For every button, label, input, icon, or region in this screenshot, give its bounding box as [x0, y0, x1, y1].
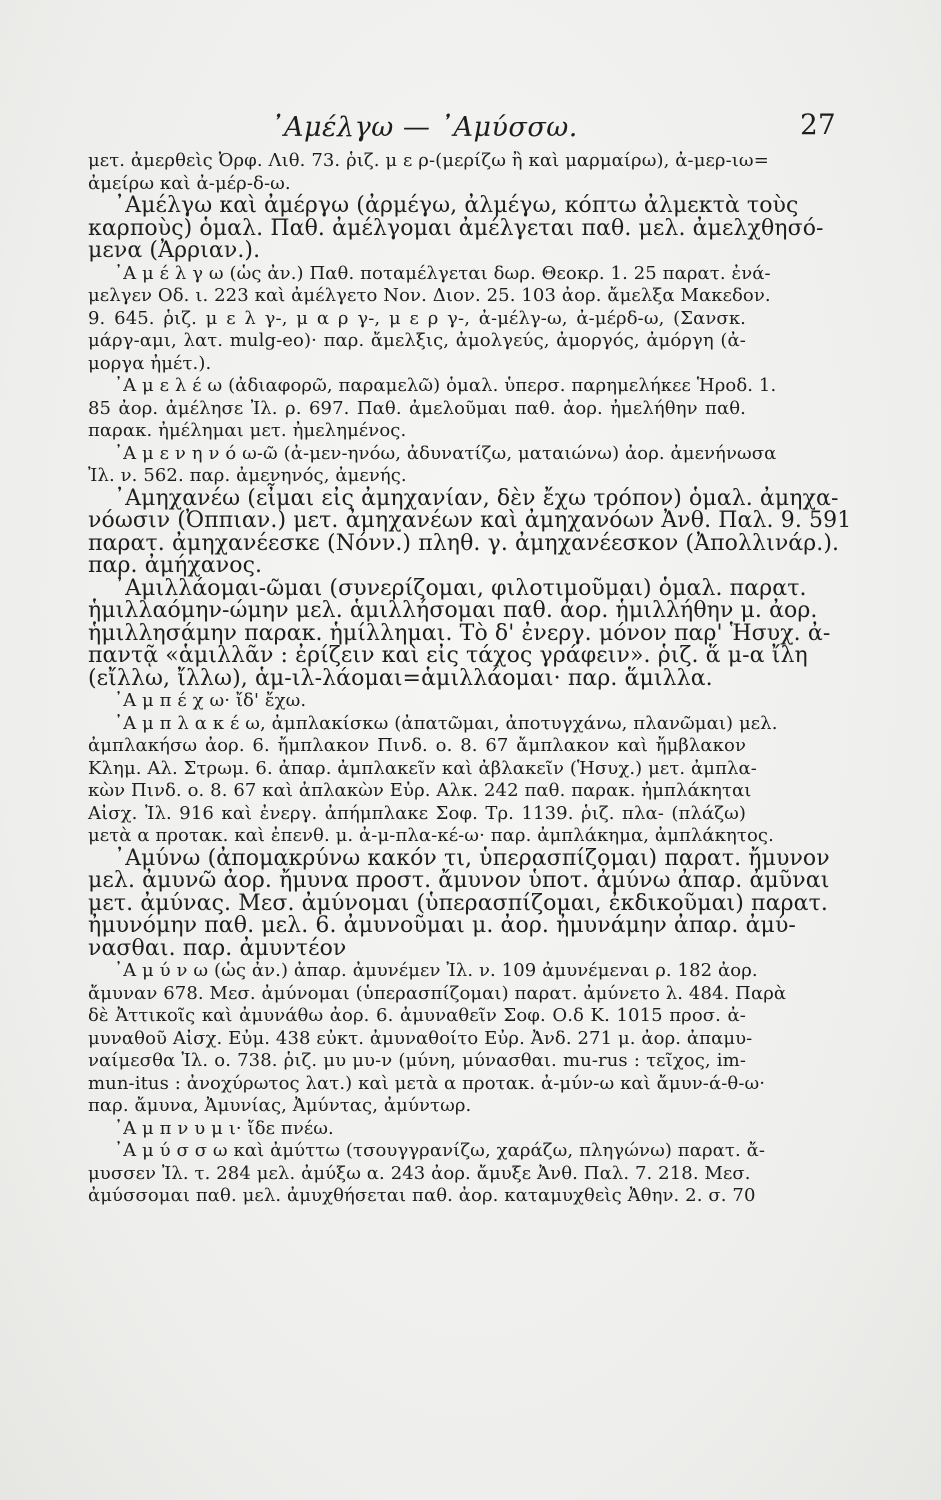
text-line: Κλημ. Αλ. Στρωμ. 6. ἀπαρ. ἀμπλακεῖν καὶ ἀβλακεῖν (Ἡσυχ.) μετ. ἀμπλα- — [88, 757, 757, 779]
text-line: (εἴλλω, ἴλλω), ἁμ-ιλ-λάομαι=ἁμιλλάομαι· παρ. ἅμιλλα. — [88, 665, 713, 691]
text-line: ᾿Α μ π λ α κ έ ω, ἀμπλακίσκω (ἀπατῶμαι, ἀποτυγχάνω, πλανῶμαι) μελ. — [114, 712, 778, 734]
text-line: mun-itus : ἀνοχύρωτος λατ.) καὶ μετὰ α προτακ. ἀ-μύν-ω καὶ ἄμυν-ά-θ-ω· — [88, 1072, 766, 1094]
text-line: μενα (Ἀρριαν.). — [88, 238, 261, 263]
text-line: καρποὺς) ὁμαλ. Παθ. ἀμέλγομαι ἀμέλγεται παθ. μελ. ἀμελχθησό- — [88, 215, 824, 241]
text-line: παρ. ἀμήχανος. — [88, 553, 263, 578]
text-line: μελ. ἀμυνῶ ἀορ. ἤμυνα προστ. ἄμυνον ὑποτ. ἀμύνω ἀπαρ. ἀμῦναι — [88, 868, 830, 893]
text-line: ναίμεσθα Ἰλ. ο. 738. ῥιζ. μυ μυ-ν (μύνη, μύνασθαι. mu-rus : τεῖχος, im- — [88, 1050, 746, 1071]
text-line: παρατ. ἀμηχανέεσκε (Νόνν.) πληθ. γ. ἀμηχανέεσκον (Ἀπολλινάρ.). — [88, 530, 840, 556]
text-line: δὲ Ἀττικοῖς καὶ ἀμυνάθω ἀορ. 6. ἀμυναθεῖν Σοφ. Ο.δ Κ. 1015 προσ. ἀ- — [88, 1005, 746, 1026]
text-line: μυναθοῦ Αἰσχ. Εὐμ. 438 εὐκτ. ἀμυναθοίτο Εὐρ. Ἀνδ. 271 μ. ἀορ. ἀπαμυ- — [88, 1027, 753, 1049]
text-line: ᾿Α μ ύ ν ω (ὡς ἀν.) ἀπαρ. ἀμυνέμεν Ἰλ. ν. 109 ἀμυνέμεναι ρ. 182 ἀορ. — [114, 960, 758, 981]
text-line: νασθαι. παρ. ἀμυντέον — [88, 935, 347, 961]
text-line: ᾿Α μ ε ν η ν ό ω-ῶ (ἀ-μεν-ηνόω, ἀδυνατίζω, ματαιώνω) ἀορ. ἀμενήνωσα — [114, 442, 777, 464]
running-title: ᾿Αμέλγω — ᾿Αμύσσω. — [270, 112, 578, 143]
text-line: 85 ἀορ. ἀμέλησε Ἰλ. ρ. 697. Παθ. ἀμελοῦμαι παθ. ἀορ. ἠμελήθην παθ. — [88, 397, 746, 419]
text-line: ᾿Αμηχανέω (εἶμαι εἰς ἀμηχανίαν, δὲν ἔχω τρόπον) ὁμαλ. ἀμηχα- — [114, 485, 839, 511]
text-line: ἀμύσσομαι παθ. μελ. ἀμυχθήσεται παθ. ἀορ. καταμυχθεὶς Ἀθην. 2. σ. 70 — [88, 1185, 756, 1206]
page-header — [0, 108, 941, 144]
text-line: μετ. ἀμερθεὶς Ὀρφ. Λιθ. 73. ῥιζ. μ ε ρ-(μερίζω ἢ καὶ μαρμαίρω), ἀ-μερ-ιω= — [88, 150, 769, 171]
dictionary-text — [88, 150, 852, 1208]
text-line: 9. 645. ῥιζ. μ ε λ γ-, μ α ρ γ-, μ ε ρ γ-, ἀ-μέλγ-ω, ἀ-μέρδ-ω, (Σανσκ. — [88, 307, 746, 329]
text-line: ᾿Α μ ύ σ σ ω καὶ ἀμύττω (τσουγγρανίζω, χαράζω, πληγώνω) παρατ. ἄ- — [114, 1140, 766, 1161]
text-line: ᾿Α μ π έ χ ω· ἴδ' ἔχω. — [114, 690, 307, 711]
text-line: ᾿Αμιλλάομαι-ῶμαι (συνερίζομαι, φιλοτιμοῦμαι) ὁμαλ. παρατ. — [114, 575, 807, 601]
text-line: Αἰσχ. Ἰλ. 916 καὶ ἐνεργ. ἀπήμπλακε Σοφ. Τρ. 1139. ῥιζ. πλα- (πλάζω) — [88, 802, 746, 824]
text-line: μυσσεν Ἰλ. τ. 284 μελ. ἀμύξω α. 243 ἀορ. ἄμυξε Ἀνθ. Παλ. 7. 218. Μεσ. — [88, 1162, 751, 1184]
text-line: παρακ. ἠμέλημαι μετ. ἠμελημένος. — [88, 420, 407, 441]
text-line: ᾿Α μ π ν υ μ ι· ἴδε πνέω. — [114, 1117, 334, 1139]
text-line: κὼν Πινδ. ο. 8. 67 καὶ ἀπλακὼν Εὐρ. Αλκ. 242 παθ. παρακ. ἠμπλάκηται — [88, 780, 752, 801]
text-line: μετ. ἀμύνας. Μεσ. ἀμύνομαι (ὑπερασπίζομαι, ἐκδικοῦμαι) παρατ. — [88, 890, 828, 916]
text-line: ᾿Αμύνω (ἀπομακρύνω κακόν τι, ὑπερασπίζομαι) παρατ. ἤμυνον — [114, 845, 830, 871]
text-line: παντᾷ «ἁμιλλᾶν : ἐρίζειν καὶ εἰς τάχος γράφειν». ῥιζ. ἅ μ-α ἴλη — [88, 643, 808, 668]
text-line: ἀμείρω καὶ ἀ-μέρ-δ-ω. — [88, 172, 291, 194]
text-line: ᾿Αμέλγω καὶ ἀμέργω (ἀρμέγω, ἀλμέγω, κόπτω ἀλμεκτὰ τοὺς — [114, 193, 799, 218]
text-line: ἡμιλλαόμην-ώμην μελ. ἁμιλλήσομαι παθ. ἀορ. ἡμιλλήθην μ. ἀορ. — [88, 598, 818, 623]
text-line: Ἰλ. ν. 562. παρ. ἀμενηνός, ἀμενής. — [88, 465, 407, 486]
text-line: ᾿Α μ έ λ γ ω (ὡς ἀν.) Παθ. ποταμέλγεται δωρ. Θεοκρ. 1. 25 παρατ. ἐνά- — [114, 262, 771, 284]
text-line: μάργ-αμι, λατ. mulg-eo)· παρ. ἄμελξις, ἀμολγεύς, ἀμοργός, ἀμόργη (ἀ- — [88, 330, 746, 351]
text-line: μοργα ἠμέτ.). — [88, 352, 212, 374]
text-line: ἡμιλλησάμην παρακ. ἡμίλλημαι. Τὸ δ' ἐνεργ. μόνον παρ' Ἡσυχ. ἀ- — [88, 620, 831, 646]
text-line: ἠμυνόμην παθ. μελ. 6. ἀμυνοῦμαι μ. ἀορ. ἠμυνάμην ἀπαρ. ἀμύ- — [88, 913, 796, 938]
text-line: ᾿Α μ ε λ έ ω (ἀδιαφορῶ, παραμελῶ) ὁμαλ. ὑπερσ. παρημελήκεε Ἡροδ. 1. — [114, 375, 777, 396]
text-line: μελγεν Οδ. ι. 223 καὶ ἀμέλγετο Νον. Διον. 25. 103 ἀορ. ἄμελξα Μακεδον. — [88, 285, 771, 306]
text-line: ἀμπλακήσω ἀορ. 6. ἤμπλακον Πινδ. ο. 8. 67 ἄμπλακον καὶ ἤμβλακον — [88, 735, 746, 756]
page-number: 27 — [800, 108, 836, 141]
text-line: ἄμυναν 678. Μεσ. ἀμύνομαι (ὑπερασπίζομαι) παρατ. ἀμύνετο λ. 484. Παρὰ — [88, 982, 787, 1004]
text-line: νόωσιν (Ὀππιαν.) μετ. ἀμηχανέων καὶ ἀμηχανόων Ἀνθ. Παλ. 9. 591 — [88, 508, 852, 533]
text-line: μετὰ α προτακ. καὶ ἐπενθ. μ. ἀ-μ-πλα-κέ-ω· παρ. ἀμπλάκημα, ἀμπλάκητος. — [88, 825, 774, 846]
text-line: παρ. ἄμυνα, Ἀμυνίας, Ἀμύντας, ἀμύντωρ. — [88, 1095, 472, 1116]
